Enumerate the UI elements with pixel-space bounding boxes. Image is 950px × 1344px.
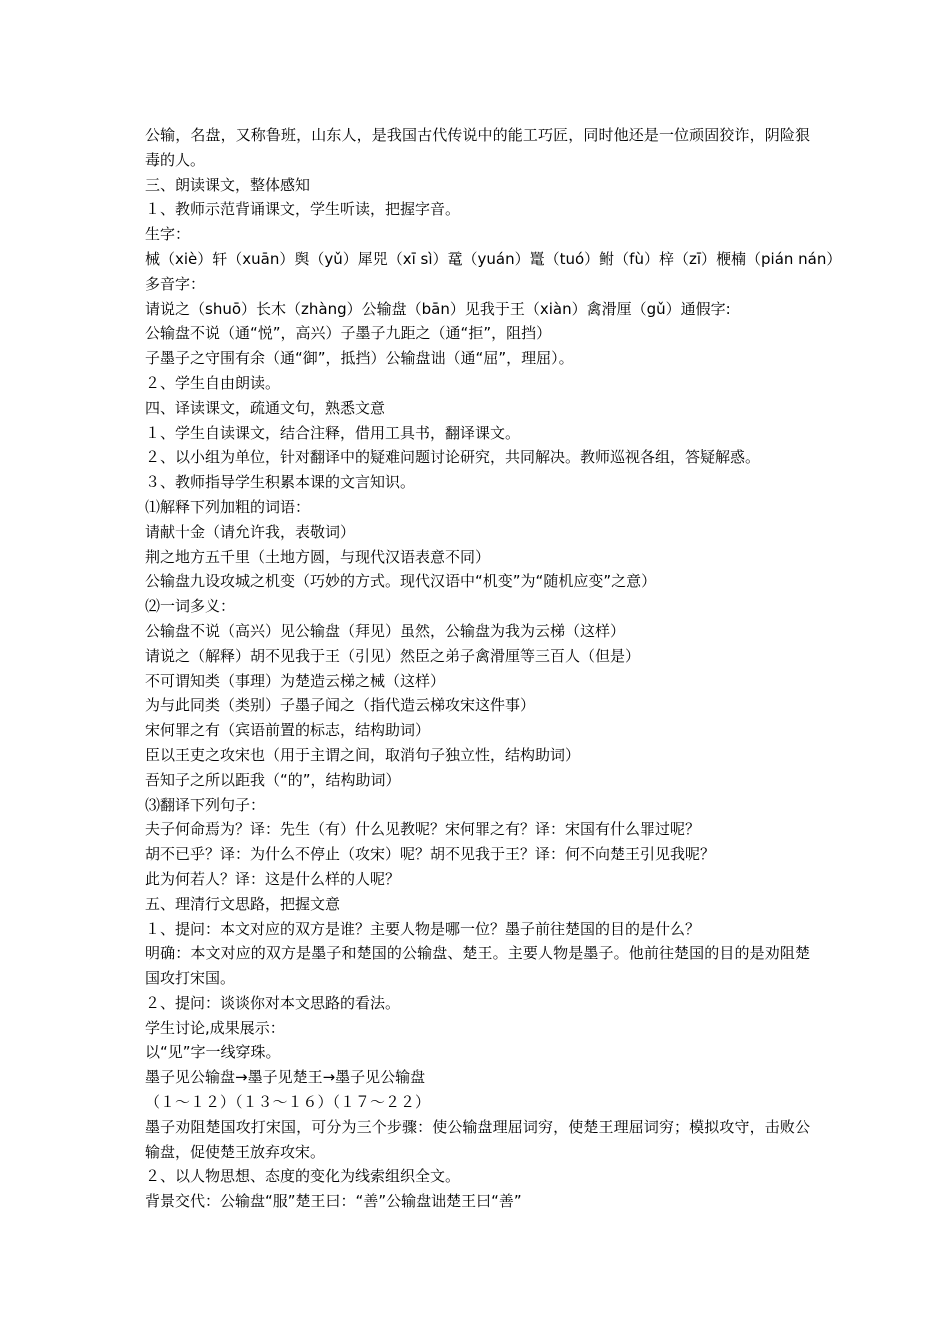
text-line: 夫子何命焉为？译：先生（有）什么见教呢？宋何罪之有？译：宋国有什么罪过呢？: [145, 820, 701, 839]
text-line: 宋何罪之有（宾语前置的标志，结构助词）: [145, 721, 431, 740]
text-line: 此为何若人？译：这是什么样的人呢？: [145, 869, 401, 888]
text-line: 不可谓知类（事理）为楚造云梯之械（这样）: [145, 671, 446, 690]
answer-paragraph: 明确：本文对应的双方是墨子和楚国的公输盘、楚王。主要人物是墨子。他前往楚国的目的是劝阻楚国攻打宋国。: [145, 944, 810, 988]
text-line: 多音字：: [145, 274, 206, 293]
intro-paragraph: 公输，名盘，又称鲁班，山东人，是我国古代传说中的能工巧匠，同时他还是一位顽固狡诈，阴险狠毒的人。: [145, 126, 810, 169]
text-line: １、学生自读课文，结合注释，借用工具书，翻译课文。: [145, 423, 521, 442]
text-line: 生字：: [145, 225, 191, 244]
section-heading-5: 五、理清行文思路，把握文意: [145, 894, 341, 913]
text-line: １、教师示范背诵课文，学生听读，把握字音。: [145, 200, 461, 219]
text-line: 械（xiè）轩（xuān）舆（yǔ）犀兕（xī sì）鼋（yuán）鼍（tuó）鲋（fù）梓（zī）楩楠（pián nán）: [145, 249, 842, 268]
text-line: ⑴解释下列加粗的词语：: [145, 497, 311, 516]
text-line: ２、提问：谈谈你对本文思路的看法。: [145, 993, 401, 1012]
text-line: ⑵一词多义：: [145, 597, 236, 616]
section-heading-3: 三、朗读课文，整体感知: [145, 175, 311, 194]
text-line: 胡不已乎？译：为什么不停止（攻宋）呢？胡不见我于王？译：何不向楚王引见我呢？: [145, 845, 716, 864]
text-line: 背景交代：公输盘“服”楚王曰：“善”公输盘诎楚王曰“善”: [145, 1192, 522, 1211]
text-line: 学生讨论,成果展示：: [145, 1018, 285, 1037]
text-line: 公输盘九设攻城之机变（巧妙的方式。现代汉语中“机变”为“随机应变”之意）: [145, 572, 657, 591]
section-heading-4: 四、译读课文，疏通文句，熟悉文意: [145, 398, 386, 417]
text-line: 子墨子之守围有余（通“御”，抵挡）公输盘诎（通“屈”，理屈）。: [145, 349, 574, 368]
text-line: 臣以王吏之攻宋也（用于主谓之间，取消句子独立性，结构助词）: [145, 745, 581, 764]
document-body: [145, 123, 842, 1214]
flow-line: 墨子见公输盘→墨子见楚王→墨子见公输盘: [145, 1068, 426, 1087]
text-line: 公输盘不说（高兴）见公输盘（拜见）虽然，公输盘为我为云梯（这样）: [145, 621, 626, 640]
paragraph-range-line: （１～１２）（１３～１６）（１７～２２）: [145, 1093, 431, 1112]
text-line: 为与此同类（类别）子墨子闻之（指代造云梯攻宋这件事）: [145, 696, 536, 715]
text-line: １、提问：本文对应的双方是谁？主要人物是哪一位？墨子前往楚国的目的是什么？: [145, 919, 701, 938]
text-line: 公输盘不说（通“悦”，高兴）子墨子九距之（通“拒”，阻挡）: [145, 324, 552, 343]
text-line: ２、学生自由朗读。: [145, 373, 281, 392]
text-line: ２、以小组为单位，针对翻译中的疑难问题讨论研究，共同解决。教师巡视各组，答疑解惑。: [145, 448, 761, 467]
text-line: 请说之（shuō）长木（zhàng）公输盘（bān）见我于王（xiàn）禽滑厘（gǔ）通假字:: [145, 299, 731, 318]
text-line: 请说之（解释）胡不见我于王（引见）然臣之弟子禽滑厘等三百人（但是）: [145, 646, 641, 665]
text-line: 以“见”字一线穿珠。: [145, 1043, 281, 1062]
text-line: 荆之地方五千里（土地方圆，与现代汉语表意不同）: [145, 547, 491, 566]
text-line: ⑶翻译下列句子：: [145, 795, 266, 814]
text-line: 吾知子之所以距我（“的”，结构助词）: [145, 770, 401, 789]
text-line: ３、教师指导学生积累本课的文言知识。: [145, 473, 416, 492]
text-line: ２、以人物思想、态度的变化为线索组织全文。: [145, 1167, 461, 1186]
steps-paragraph: 墨子劝阻楚国攻打宋国，可分为三个步骤：使公输盘理屈词穷，使楚王理屈词穷；模拟攻守，击败公输盘，促使楚王放弃攻宋。: [145, 1117, 810, 1161]
text-line: 请献十金（请允许我，表敬词）: [145, 522, 356, 541]
